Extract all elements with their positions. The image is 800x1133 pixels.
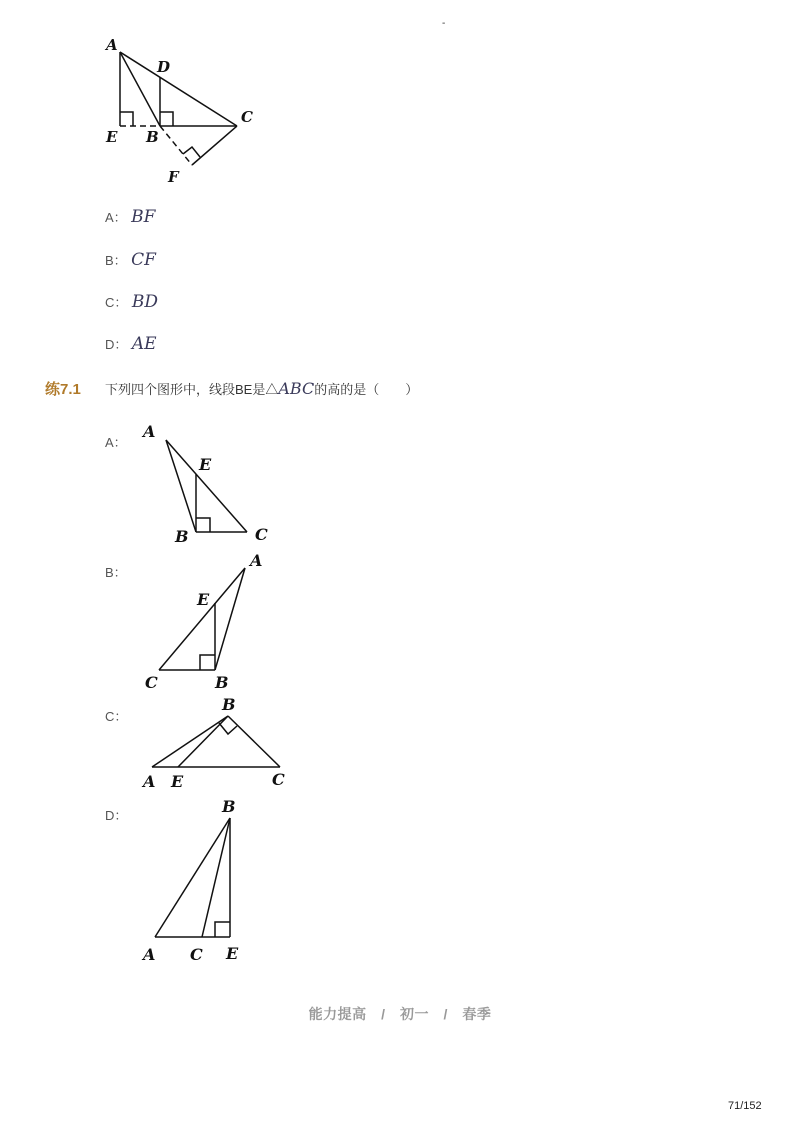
right-angle	[219, 723, 237, 734]
line-AB	[120, 52, 160, 126]
label-A: A	[250, 551, 263, 570]
label-C: C	[145, 673, 158, 692]
label-B: B	[175, 527, 189, 546]
label-C: C	[241, 108, 253, 126]
label-E: E	[171, 772, 184, 791]
label-B: B	[215, 673, 229, 692]
option-b-label[interactable]: B：	[105, 565, 127, 580]
option-a-label[interactable]: A：	[105, 435, 127, 450]
label-E: E	[106, 128, 118, 146]
option-d-label[interactable]: D：	[105, 808, 128, 823]
line-BC	[202, 818, 230, 937]
line-AB	[166, 440, 196, 532]
right-angle-E	[120, 112, 133, 126]
right-angle-B	[160, 112, 173, 126]
label-A: A	[143, 422, 156, 441]
option-label: D：	[105, 337, 128, 352]
prev-option-a[interactable]	[105, 207, 155, 227]
page-number: 71/152	[728, 1100, 762, 1112]
line-BA	[155, 818, 230, 937]
option-value: BD	[131, 292, 158, 312]
top-figure	[95, 30, 275, 195]
right-angle	[200, 655, 215, 670]
top-mark: -	[442, 18, 446, 29]
label-E: E	[199, 455, 212, 474]
question-math: ABC	[278, 379, 315, 398]
dash-BF	[160, 126, 192, 165]
option-value: AE	[131, 334, 157, 354]
option-label: C：	[105, 295, 128, 310]
label-E: E	[197, 590, 210, 609]
option-b-figure[interactable]	[135, 548, 280, 693]
label-C: C	[272, 770, 285, 789]
label-A: A	[143, 772, 156, 791]
footer-text: 能力提高 / 初一 / 春季	[308, 1006, 492, 1022]
label-F: F	[168, 168, 179, 186]
option-label: B：	[105, 253, 127, 268]
question-text	[105, 379, 418, 398]
option-value: CF	[131, 250, 156, 270]
label-B: B	[146, 128, 159, 146]
right-angle-F	[183, 147, 200, 157]
line-BC	[228, 716, 280, 767]
label-A: A	[106, 36, 118, 54]
line-CF	[192, 126, 237, 165]
label-E: E	[226, 944, 239, 963]
label-C: C	[190, 945, 203, 964]
label-A: A	[143, 945, 156, 964]
option-c-label[interactable]: C：	[105, 709, 128, 724]
line-AB	[152, 716, 228, 767]
option-label: A：	[105, 210, 127, 225]
prev-option-c[interactable]	[105, 292, 158, 312]
label-B: B	[222, 695, 236, 714]
right-angle	[196, 518, 210, 532]
question-number: 练7.1	[45, 381, 81, 398]
label-B: B	[222, 797, 236, 816]
option-a-figure[interactable]	[135, 418, 280, 550]
option-value: BF	[131, 207, 156, 227]
option-c-figure[interactable]	[135, 692, 295, 794]
right-angle	[215, 922, 230, 937]
line-AC	[120, 52, 237, 126]
question-text-before: 下列四个图形中，线段BE是△	[105, 382, 279, 397]
line-BA	[215, 568, 245, 670]
label-C: C	[255, 525, 268, 544]
question-text-after: 的高的是（ ）	[314, 382, 419, 397]
prev-option-b[interactable]	[105, 250, 156, 270]
label-D: D	[157, 58, 171, 76]
prev-option-d[interactable]	[105, 334, 157, 354]
option-d-figure[interactable]	[135, 792, 265, 972]
